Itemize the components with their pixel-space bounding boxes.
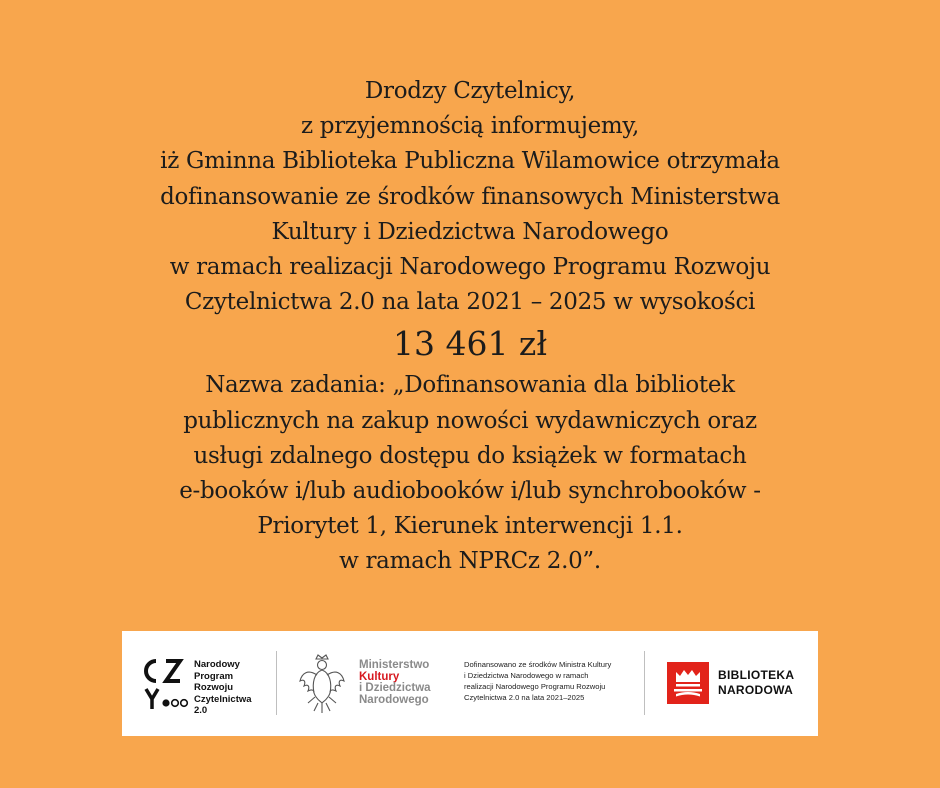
czytelnictwo-logo-icon xyxy=(142,655,190,715)
logo-divider xyxy=(276,651,277,715)
body-line: dofinansowanie ze środków finansowych Ministerstwa xyxy=(160,183,780,210)
task-name-line: e-booków i/lub audiobooków i/lub synchrobooków - xyxy=(179,478,761,505)
task-name-line: w ramach NPRCz 2.0”. xyxy=(339,548,601,575)
sponsor-logo-strip xyxy=(122,631,818,736)
task-name-line: usługi zdalnego dostępu do książek w formatach xyxy=(193,442,747,469)
greeting: Drodzy Czytelnicy, xyxy=(364,78,576,104)
task-name-line: Nazwa zadania: „Dofinansowania dla bibliotek xyxy=(205,372,735,399)
nprc-logo-text: Narodowy Program Rozwoju Czytelnictwa 2.0 xyxy=(194,659,252,716)
national-library-logo-text: BIBLIOTEKA NARODOWA xyxy=(718,668,795,697)
logo-divider xyxy=(644,651,645,715)
body-line: Kultury i Dziedzictwa Narodowego xyxy=(271,218,669,245)
body-line: iż Gminna Biblioteka Publiczna Wilamowice otrzymała xyxy=(160,148,780,175)
body-line: Czytelnictwa 2.0 na lata 2021 – 2025 w wysokości xyxy=(184,289,756,316)
funding-note: Dofinansowano ze środków Ministra Kultury i Dziedzictwa Narodowego w ramach realizacji Narodowego Programu Rozwoju Czytelnictwa 2.0 na lata 2021–2025 xyxy=(464,660,612,702)
body-line: w ramach realizacji Narodowego Programu Rozwoju xyxy=(169,254,771,281)
task-name-line: publicznych na zakup nowości wydawniczych oraz xyxy=(183,407,757,434)
intro-line: z przyjemnością informujemy, xyxy=(300,113,640,140)
task-name-line: Priorytet 1, Kierunek interwencji 1.1. xyxy=(257,513,683,540)
ministry-logo-text: Ministerstwo Kultury i Dziedzictwa Narodowego xyxy=(359,659,431,706)
grant-amount: 13 461 zł xyxy=(392,324,548,364)
polish-eagle-icon xyxy=(298,653,346,715)
announcement-text xyxy=(0,74,940,580)
crown-book-icon xyxy=(667,662,709,704)
